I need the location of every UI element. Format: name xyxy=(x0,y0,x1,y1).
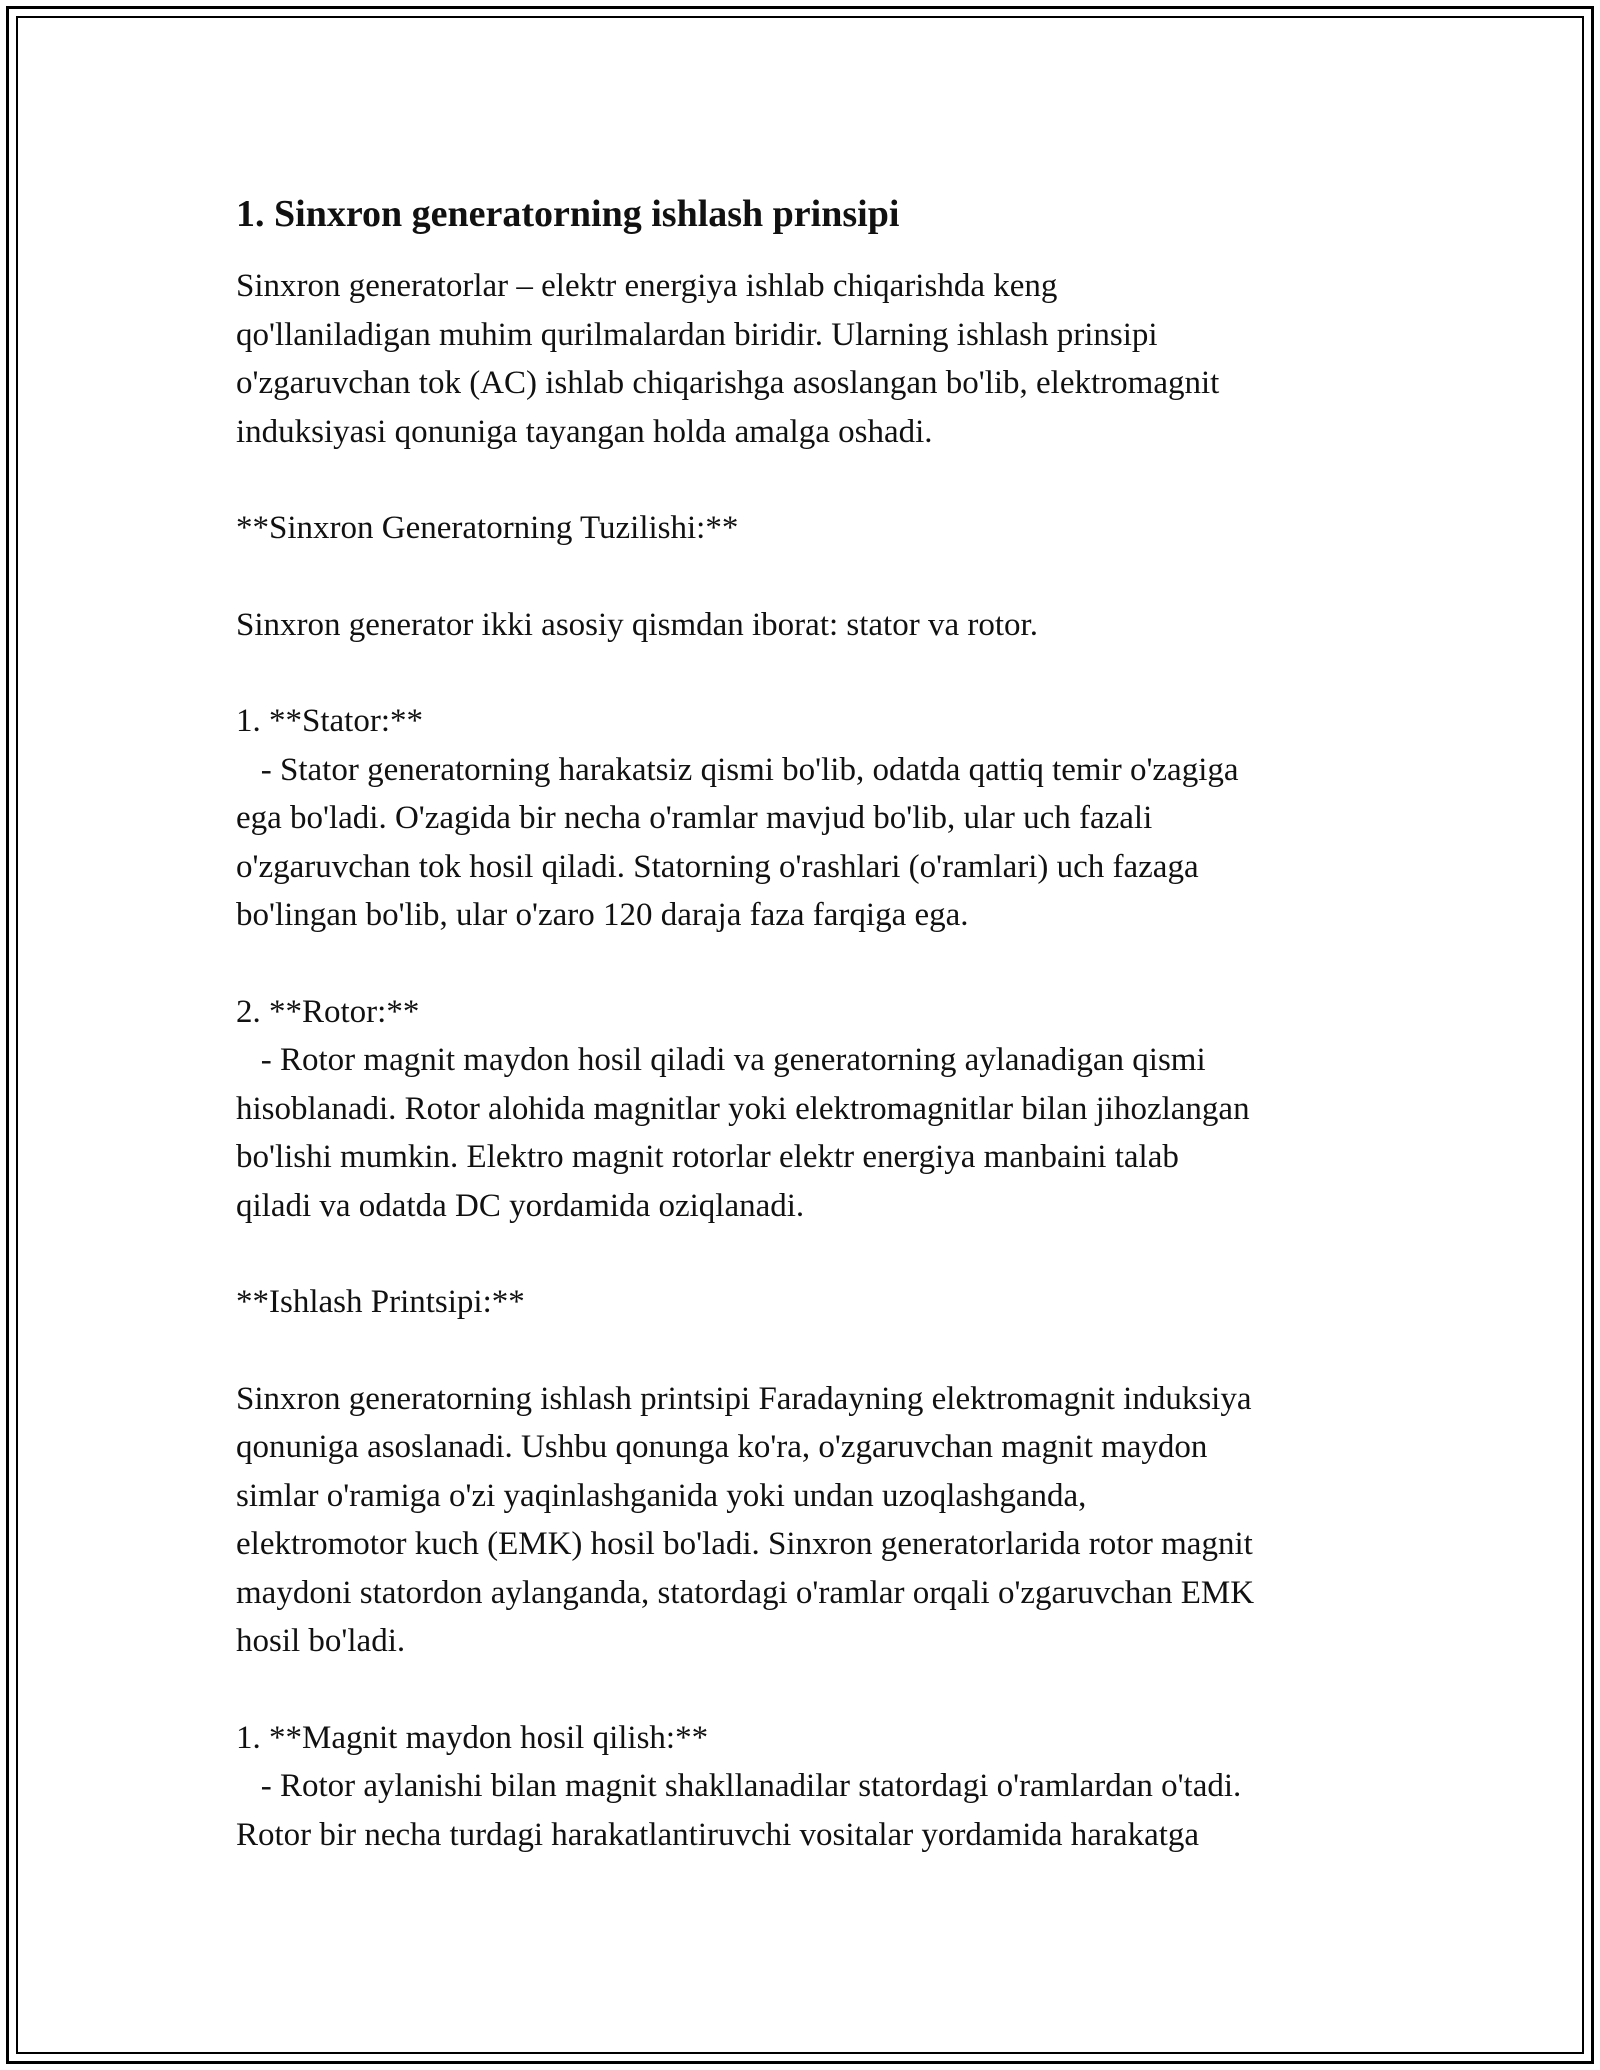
heading-structure: **Sinxron Generatorning Tuzilishi:** xyxy=(236,510,739,546)
list-item-rotor: 2. **Rotor:** - Rotor magnit maydon hosil qiladi va generatorning aylanadigan qismi hisoblanadi. Rotor alohida magnitlar yoki elektromagnitlar bilan jihozlangan bo'lishi mumkin. Elektro magnit rotorlar elektr energiya manbaini talab qiladi va odatda DC yordamida oziqlanadi. xyxy=(236,993,1250,1224)
paragraph-structure-summary: Sinxron generator ikki asosiy qismdan iborat: stator va rotor. xyxy=(236,606,1038,643)
document-title: 1. Sinxron generatorning ishlash prinsipi xyxy=(236,193,900,235)
paragraph-intro: Sinxron generatorlar – elektr energiya ishlab chiqarishda keng qo'llaniladigan muhim qurilmalardan biridir. Ularning ishlash prinsipi o'zgaruvchan tok (AC) ishlab chiqarishga asoslangan bo'lib, elektromagnit induksiyasi qonuniga tayangan holda amalga oshadi. xyxy=(236,268,1220,450)
list-item-magnetic-field: 1. **Magnit maydon hosil qilish:** - Rotor aylanishi bilan magnit shakllanadilar statordagi o'ramlardan o'tadi. Rotor bir necha turdagi harakatlantiruvchi vositalar yordamida harakatga xyxy=(236,1719,1242,1853)
list-item-stator: 1. **Stator:** - Stator generatorning harakatsiz qismi bo'lib, odatda qattiq temir o'zagiga ega bo'ladi. O'zagida bir necha o'ramlar mavjud bo'lib, ular uch fazali o'zgaruvchan tok hosil qiladi. Statorning o'rashlari (o'ramlari) uch fazaga bo'lingan bo'lib, ular o'zaro 120 daraja faza farqiga ega. xyxy=(236,703,1239,933)
heading-principle: **Ishlash Printsipi:** xyxy=(236,1284,525,1320)
paragraph-principle: Sinxron generatorning ishlash printsipi Faradayning elektromagnit induksiya qonuniga asoslanadi. Ushbu qonunga ko'ra, o'zgaruvchan magnit maydon simlar o'ramiga o'zi yaqinlashganida yoki undan uzoqlashganda, elektromotor kuch (EMK) hosil bo'ladi. Sinxron generatorlarida rotor magnit maydoni statordon aylanganda, statordagi o'ramlar orqali o'zgaruvchan EMK hosil bo'ladi. xyxy=(236,1380,1255,1659)
document-body xyxy=(236,188,1376,1907)
